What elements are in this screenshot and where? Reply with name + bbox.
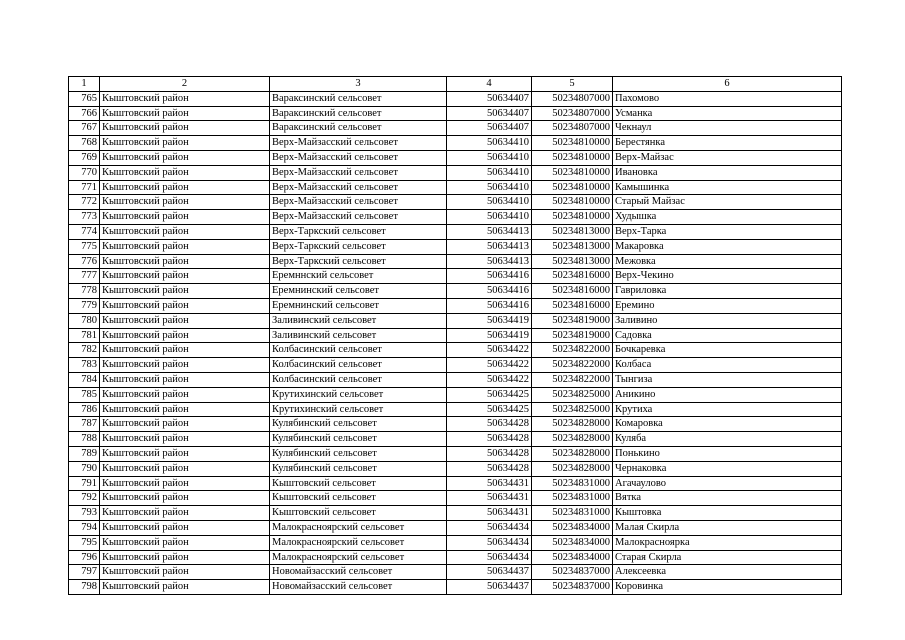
okato-cell: 50634413 — [447, 239, 532, 254]
settlement-cell: Берестянка — [613, 136, 842, 151]
settlement-cell: Чернаковка — [613, 461, 842, 476]
okato-cell: 50634407 — [447, 106, 532, 121]
district-cell: Кыштовский район — [100, 165, 270, 180]
settlement-cell: Тынгиза — [613, 372, 842, 387]
oktmo-cell: 50234825000 — [532, 402, 613, 417]
settlement-cell: Верх-Тарка — [613, 224, 842, 239]
council-cell: Верх-Майзасский сельсовет — [270, 165, 447, 180]
district-cell: Кыштовский район — [100, 343, 270, 358]
row-number-cell: 771 — [69, 180, 100, 195]
row-number-cell: 783 — [69, 358, 100, 373]
district-cell: Кыштовский район — [100, 150, 270, 165]
district-cell: Кыштовский район — [100, 298, 270, 313]
row-number-cell: 781 — [69, 328, 100, 343]
okato-cell: 50634416 — [447, 269, 532, 284]
settlement-cell: Худышка — [613, 210, 842, 225]
settlement-cell: Комаровка — [613, 417, 842, 432]
row-number-cell: 790 — [69, 461, 100, 476]
oktmo-cell: 50234828000 — [532, 461, 613, 476]
council-cell: Малокрасноярский сельсовет — [270, 520, 447, 535]
settlement-cell: Гавриловка — [613, 284, 842, 299]
row-number-cell: 773 — [69, 210, 100, 225]
district-cell: Кыштовский район — [100, 284, 270, 299]
oktmo-cell: 50234831000 — [532, 476, 613, 491]
row-number-cell: 793 — [69, 506, 100, 521]
oktmo-cell: 50234810000 — [532, 136, 613, 151]
okato-cell: 50634431 — [447, 506, 532, 521]
settlement-cell: Бочкаревка — [613, 343, 842, 358]
row-number-cell: 794 — [69, 520, 100, 535]
oktmo-cell: 50234831000 — [532, 506, 613, 521]
oktmo-cell: 50234816000 — [532, 298, 613, 313]
settlement-cell: Пахомово — [613, 91, 842, 106]
council-cell: Крутихинский сельсовет — [270, 387, 447, 402]
district-cell: Кыштовский район — [100, 565, 270, 580]
table-row — [69, 417, 842, 432]
settlements-table — [68, 76, 842, 595]
row-number-cell: 792 — [69, 491, 100, 506]
row-number-cell: 770 — [69, 165, 100, 180]
council-cell: Кыштовский сельсовет — [270, 491, 447, 506]
okato-cell: 50634428 — [447, 461, 532, 476]
row-number-cell: 777 — [69, 269, 100, 284]
oktmo-cell: 50234810000 — [532, 165, 613, 180]
district-cell: Кыштовский район — [100, 195, 270, 210]
table-row — [69, 580, 842, 595]
district-cell: Кыштовский район — [100, 224, 270, 239]
oktmo-cell: 50234807000 — [532, 91, 613, 106]
row-number-cell: 774 — [69, 224, 100, 239]
settlement-cell: Вятка — [613, 491, 842, 506]
table-row — [69, 150, 842, 165]
oktmo-cell: 50234828000 — [532, 446, 613, 461]
okato-cell: 50634428 — [447, 417, 532, 432]
table-row — [69, 491, 842, 506]
row-number-cell: 782 — [69, 343, 100, 358]
council-cell: Верх-Майзасский сельсовет — [270, 210, 447, 225]
row-number-cell: 787 — [69, 417, 100, 432]
oktmo-cell: 50234807000 — [532, 106, 613, 121]
okato-cell: 50634434 — [447, 550, 532, 565]
okato-cell: 50634422 — [447, 358, 532, 373]
oktmo-cell: 50234828000 — [532, 417, 613, 432]
okato-cell: 50634431 — [447, 491, 532, 506]
settlement-cell: Старая Скирла — [613, 550, 842, 565]
row-number-cell: 784 — [69, 372, 100, 387]
row-number-cell: 786 — [69, 402, 100, 417]
column-header: 5 — [532, 77, 613, 92]
table-row — [69, 446, 842, 461]
council-cell: Кулябинский сельсовет — [270, 417, 447, 432]
table-row — [69, 254, 842, 269]
table-row — [69, 91, 842, 106]
district-cell: Кыштовский район — [100, 254, 270, 269]
table-row — [69, 476, 842, 491]
table-row — [69, 284, 842, 299]
oktmo-cell: 50234813000 — [532, 224, 613, 239]
okato-cell: 50634407 — [447, 121, 532, 136]
district-cell: Кыштовский район — [100, 461, 270, 476]
council-cell: Вараксинский сельсовет — [270, 121, 447, 136]
settlement-cell: Алексеевка — [613, 565, 842, 580]
settlement-cell: Еремино — [613, 298, 842, 313]
council-cell: Колбасинский сельсовет — [270, 343, 447, 358]
settlement-cell: Старый Майзас — [613, 195, 842, 210]
row-number-cell: 769 — [69, 150, 100, 165]
okato-cell: 50634419 — [447, 328, 532, 343]
council-cell: Новомайзасский сельсовет — [270, 580, 447, 595]
district-cell: Кыштовский район — [100, 446, 270, 461]
row-number-cell: 772 — [69, 195, 100, 210]
okato-cell: 50634410 — [447, 195, 532, 210]
oktmo-cell: 50234810000 — [532, 195, 613, 210]
okato-cell: 50634428 — [447, 446, 532, 461]
settlement-cell: Верх-Майзас — [613, 150, 842, 165]
district-cell: Кыштовский район — [100, 476, 270, 491]
oktmo-cell: 50234822000 — [532, 372, 613, 387]
okato-cell: 50634410 — [447, 150, 532, 165]
council-cell: Еремнинский сельсовет — [270, 298, 447, 313]
council-cell: Колбасинский сельсовет — [270, 372, 447, 387]
oktmo-cell: 50234810000 — [532, 180, 613, 195]
settlement-cell: Верх-Чекино — [613, 269, 842, 284]
okato-cell: 50634416 — [447, 298, 532, 313]
settlement-cell: Усманка — [613, 106, 842, 121]
row-number-cell: 765 — [69, 91, 100, 106]
council-cell: Малокрасноярский сельсовет — [270, 535, 447, 550]
table-row — [69, 565, 842, 580]
okato-cell: 50634437 — [447, 565, 532, 580]
settlement-cell: Ивановка — [613, 165, 842, 180]
row-number-cell: 779 — [69, 298, 100, 313]
district-cell: Кыштовский район — [100, 180, 270, 195]
table-row — [69, 136, 842, 151]
council-cell: Еремннский сельсовет — [270, 269, 447, 284]
table-row — [69, 550, 842, 565]
settlement-cell: Агачаулово — [613, 476, 842, 491]
council-cell: Заливинский сельсовет — [270, 328, 447, 343]
oktmo-cell: 50234837000 — [532, 580, 613, 595]
district-cell: Кыштовский район — [100, 535, 270, 550]
oktmo-cell: 50234816000 — [532, 269, 613, 284]
settlement-cell: Межовка — [613, 254, 842, 269]
table-row — [69, 180, 842, 195]
oktmo-cell: 50234810000 — [532, 150, 613, 165]
council-cell: Еремнинский сельсовет — [270, 284, 447, 299]
oktmo-cell: 50234807000 — [532, 121, 613, 136]
table-row — [69, 402, 842, 417]
table-row — [69, 506, 842, 521]
column-header: 1 — [69, 77, 100, 92]
column-header: 3 — [270, 77, 447, 92]
district-cell: Кыштовский район — [100, 580, 270, 595]
okato-cell: 50634407 — [447, 91, 532, 106]
council-cell: Верх-Майзасский сельсовет — [270, 136, 447, 151]
district-cell: Кыштовский район — [100, 402, 270, 417]
okato-cell: 50634410 — [447, 165, 532, 180]
row-number-cell: 775 — [69, 239, 100, 254]
table-row — [69, 298, 842, 313]
settlement-cell: Коровинка — [613, 580, 842, 595]
settlement-cell: Крутиха — [613, 402, 842, 417]
okato-cell: 50634419 — [447, 313, 532, 328]
row-number-cell: 795 — [69, 535, 100, 550]
council-cell: Вараксинский сельсовет — [270, 106, 447, 121]
district-cell: Кыштовский район — [100, 210, 270, 225]
table-row — [69, 106, 842, 121]
council-cell: Верх-Майзасский сельсовет — [270, 195, 447, 210]
row-number-cell: 798 — [69, 580, 100, 595]
district-cell: Кыштовский район — [100, 136, 270, 151]
district-cell: Кыштовский район — [100, 269, 270, 284]
row-number-cell: 776 — [69, 254, 100, 269]
council-cell: Колбасинский сельсовет — [270, 358, 447, 373]
council-cell: Верх-Таркский сельсовет — [270, 239, 447, 254]
table-row — [69, 269, 842, 284]
table-row — [69, 121, 842, 136]
table-row — [69, 358, 842, 373]
district-cell: Кыштовский район — [100, 239, 270, 254]
council-cell: Вараксинский сельсовет — [270, 91, 447, 106]
column-header: 4 — [447, 77, 532, 92]
table-row — [69, 432, 842, 447]
district-cell: Кыштовский район — [100, 358, 270, 373]
row-number-cell: 791 — [69, 476, 100, 491]
okato-cell: 50634434 — [447, 535, 532, 550]
row-number-cell: 767 — [69, 121, 100, 136]
oktmo-cell: 50234834000 — [532, 520, 613, 535]
settlement-cell: Куляба — [613, 432, 842, 447]
settlement-cell: Садовка — [613, 328, 842, 343]
council-cell: Верх-Майзасский сельсовет — [270, 150, 447, 165]
settlement-cell: Малая Скирла — [613, 520, 842, 535]
council-cell: Заливинский сельсовет — [270, 313, 447, 328]
okato-cell: 50634437 — [447, 580, 532, 595]
district-cell: Кыштовский район — [100, 106, 270, 121]
oktmo-cell: 50234813000 — [532, 239, 613, 254]
row-number-cell: 766 — [69, 106, 100, 121]
district-cell: Кыштовский район — [100, 491, 270, 506]
row-number-cell: 789 — [69, 446, 100, 461]
okato-cell: 50634422 — [447, 372, 532, 387]
settlement-cell: Малокрасноярка — [613, 535, 842, 550]
district-cell: Кыштовский район — [100, 328, 270, 343]
okato-cell: 50634413 — [447, 254, 532, 269]
council-cell: Кулябинский сельсовет — [270, 461, 447, 476]
council-cell: Новомайзасский сельсовет — [270, 565, 447, 580]
council-cell: Кыштовский сельсовет — [270, 476, 447, 491]
district-cell: Кыштовский район — [100, 372, 270, 387]
okato-cell: 50634431 — [447, 476, 532, 491]
oktmo-cell: 50234819000 — [532, 313, 613, 328]
oktmo-cell: 50234834000 — [532, 550, 613, 565]
table-row — [69, 165, 842, 180]
oktmo-cell: 50234816000 — [532, 284, 613, 299]
row-number-cell: 797 — [69, 565, 100, 580]
row-number-cell: 768 — [69, 136, 100, 151]
table-row — [69, 328, 842, 343]
table-row — [69, 372, 842, 387]
okato-cell: 50634410 — [447, 210, 532, 225]
district-cell: Кыштовский район — [100, 432, 270, 447]
council-cell: Кыштовский сельсовет — [270, 506, 447, 521]
council-cell: Верх-Таркский сельсовет — [270, 224, 447, 239]
table-row — [69, 387, 842, 402]
settlement-cell: Понькино — [613, 446, 842, 461]
council-cell: Верх-Таркский сельсовет — [270, 254, 447, 269]
row-number-cell: 780 — [69, 313, 100, 328]
settlement-cell: Чекнаул — [613, 121, 842, 136]
okato-cell: 50634425 — [447, 402, 532, 417]
council-cell: Кулябинский сельсовет — [270, 446, 447, 461]
oktmo-cell: 50234831000 — [532, 491, 613, 506]
council-cell: Верх-Майзасский сельсовет — [270, 180, 447, 195]
table-row — [69, 210, 842, 225]
oktmo-cell: 50234813000 — [532, 254, 613, 269]
oktmo-cell: 50234819000 — [532, 328, 613, 343]
settlement-cell: Кыштовка — [613, 506, 842, 521]
district-cell: Кыштовский район — [100, 91, 270, 106]
table-row — [69, 520, 842, 535]
settlement-cell: Макаровка — [613, 239, 842, 254]
column-header: 6 — [613, 77, 842, 92]
oktmo-cell: 50234822000 — [532, 358, 613, 373]
okato-cell: 50634413 — [447, 224, 532, 239]
district-cell: Кыштовский район — [100, 313, 270, 328]
okato-cell: 50634434 — [447, 520, 532, 535]
table-row — [69, 224, 842, 239]
district-cell: Кыштовский район — [100, 121, 270, 136]
district-cell: Кыштовский район — [100, 506, 270, 521]
okato-cell: 50634422 — [447, 343, 532, 358]
okato-cell: 50634416 — [447, 284, 532, 299]
oktmo-cell: 50234822000 — [532, 343, 613, 358]
table-row — [69, 313, 842, 328]
oktmo-cell: 50234834000 — [532, 535, 613, 550]
oktmo-cell: 50234825000 — [532, 387, 613, 402]
oktmo-cell: 50234837000 — [532, 565, 613, 580]
settlement-cell: Колбаса — [613, 358, 842, 373]
district-cell: Кыштовский район — [100, 417, 270, 432]
oktmo-cell: 50234810000 — [532, 210, 613, 225]
settlement-cell: Заливино — [613, 313, 842, 328]
table-row — [69, 195, 842, 210]
table-row — [69, 343, 842, 358]
council-cell: Крутихинский сельсовет — [270, 402, 447, 417]
column-header: 2 — [100, 77, 270, 92]
table-row — [69, 461, 842, 476]
district-cell: Кыштовский район — [100, 550, 270, 565]
settlement-cell: Камышинка — [613, 180, 842, 195]
row-number-cell: 796 — [69, 550, 100, 565]
okato-cell: 50634425 — [447, 387, 532, 402]
table-row — [69, 239, 842, 254]
council-cell: Кулябинский сельсовет — [270, 432, 447, 447]
row-number-cell: 778 — [69, 284, 100, 299]
council-cell: Малокрасноярский сельсовет — [270, 550, 447, 565]
settlement-cell: Аникино — [613, 387, 842, 402]
okato-cell: 50634410 — [447, 136, 532, 151]
row-number-cell: 788 — [69, 432, 100, 447]
district-cell: Кыштовский район — [100, 520, 270, 535]
table-row — [69, 535, 842, 550]
okato-cell: 50634428 — [447, 432, 532, 447]
oktmo-cell: 50234828000 — [532, 432, 613, 447]
table-header-row — [69, 77, 842, 92]
row-number-cell: 785 — [69, 387, 100, 402]
table-body — [69, 91, 842, 594]
district-cell: Кыштовский район — [100, 387, 270, 402]
okato-cell: 50634410 — [447, 180, 532, 195]
